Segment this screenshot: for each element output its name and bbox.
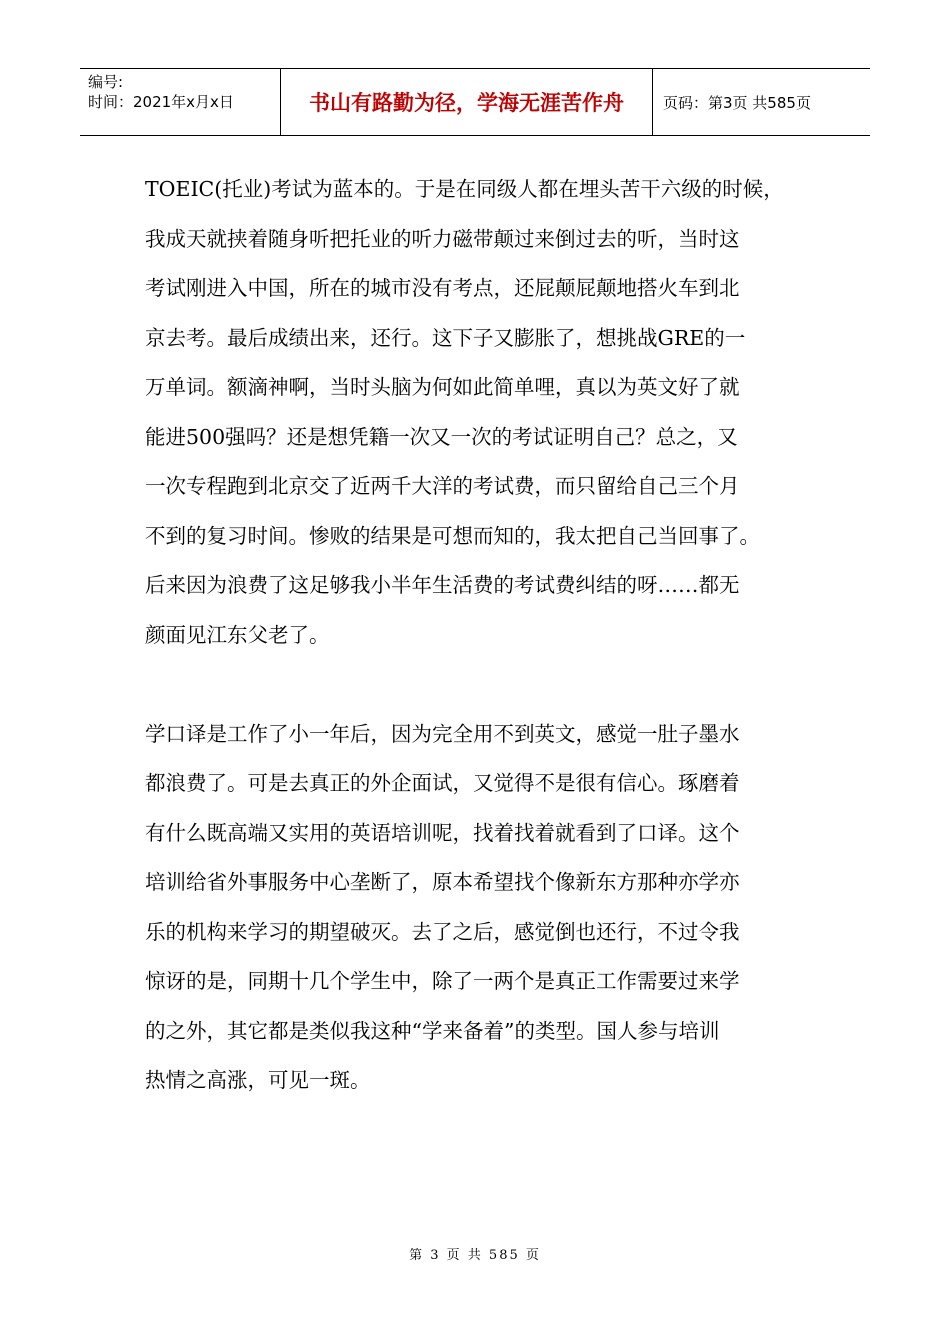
text-line: TOEIC(托业)考试为蓝本的。于是在同级人都在埋头苦干六级的时候，	[145, 177, 784, 201]
header-meta	[80, 69, 281, 135]
text-line: 培训给省外事服务中心垄断了，原本希望找个像新东方那种亦学亦	[145, 870, 740, 894]
text-line: 不到的复习时间。惨败的结果是可想而知的，我太把自己当回事了。	[145, 523, 760, 548]
text-line: 颜面见江东父老了。	[145, 622, 330, 647]
text-line: 学口译是工作了小一年后，因为完全用不到英文，感觉一肚子墨水	[145, 721, 740, 746]
paragraph-2	[145, 710, 810, 1106]
header-page-info: 页码：第3页 共585页	[663, 93, 811, 112]
document-body	[145, 165, 810, 1106]
date-label: 时间：2021年x月x日	[88, 93, 234, 111]
page-footer: 第 3 页 共 585 页	[409, 1248, 541, 1263]
text-line: 京去考。最后成绩出来，还行。这下子又膨胀了，想挑战GRE的一	[145, 325, 746, 350]
serial-number-label: 编号:	[88, 73, 124, 91]
text-line: 乐的机构来学习的期望破灭。去了之后，感觉倒也还行，不过令我	[145, 919, 740, 944]
text-line: 万单词。额滴神啊，当时头脑为何如此简单哩，真以为英文好了就	[145, 375, 740, 399]
text-line: 惊讶的是，同期十几个学生中，除了一两个是真正工作需要过来学	[145, 969, 740, 993]
text-line: 后来因为浪费了这足够我小半年生活费的考试费纠结的呀……都无	[145, 573, 740, 597]
text-line: 能进500强吗？还是想凭籍一次又一次的考试证明自己？总之，又	[145, 424, 738, 449]
page-header	[80, 68, 870, 136]
text-line: 一次专程跑到北京交了近两千大洋的考试费，而只留给自己三个月	[145, 474, 740, 498]
text-line: 都浪费了。可是去真正的外企面试，又觉得不是很有信心。琢磨着	[145, 771, 740, 795]
paragraph-1	[145, 165, 810, 660]
header-motto: 书山有路勤为径，学海无涯苦作舟	[281, 69, 653, 135]
text-line: 有什么既高端又实用的英语培训呢，找着找着就看到了口译。这个	[145, 820, 740, 845]
paragraph-gap	[145, 660, 810, 710]
text-line: 考试刚进入中国，所在的城市没有考点，还屁颠屁颠地搭火车到北	[145, 276, 740, 300]
text-line: 我成天就挟着随身听把托业的听力磁带颠过来倒过去的听，当时这	[145, 226, 740, 251]
text-line: 的之外，其它都是类似我这种“学来备着”的类型。国人参与培训	[145, 1018, 720, 1043]
text-line: 热情之高涨，可见一斑。	[145, 1068, 371, 1092]
